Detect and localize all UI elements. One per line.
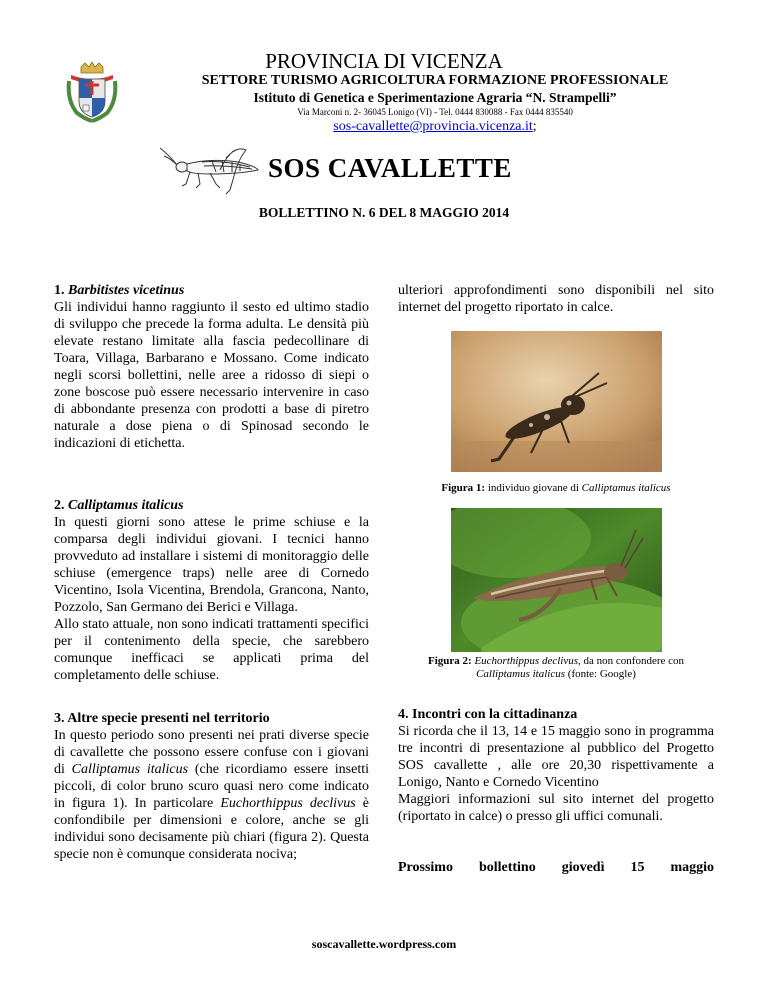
species-name: Euchorthippus declivus: [220, 796, 356, 811]
section-meetings: [398, 706, 714, 825]
section-heading: [54, 710, 369, 727]
section-title: Altre specie presenti nel territorio: [67, 711, 270, 726]
address-line: Via Marconi n. 2- 36045 Lonigo (VI) - Tel. 0444 830088 - Fax 0444 835540: [297, 107, 573, 117]
coat-of-arms-icon: [63, 61, 121, 125]
section-body: Maggiori informazioni sul sito internet del progetto (riportato in calce) o presso gli uffici comunali.: [398, 792, 714, 824]
footer-website[interactable]: soscavallette.wordpress.com: [311, 937, 457, 951]
section-body: In questi giorni sono attese le prime schiuse e la comparsa degli individui giovani. I tecnici hanno provveduto ad installare i sistemi di monitoraggio delle schiuse (emergence traps) nelle aree di Cornedo Vicentino, Isola Vicentina, Brendola, Grancona, Nanto, Pozzolo, San Germano dei Berici e Villaga.: [54, 515, 369, 615]
grasshopper-icon: [160, 140, 260, 202]
section-continuation: ulteriori approfondimenti sono disponibili nel sito internet del progetto riportato in calce.: [398, 283, 714, 315]
figure-2-photo: [451, 508, 662, 652]
section-heading: [398, 706, 714, 723]
section-barbitistes: [54, 282, 369, 452]
main-title: SOS CAVALLETTE: [268, 153, 512, 183]
province-title: PROVINCIA DI VICENZA: [265, 49, 503, 73]
email-suffix: ;: [532, 119, 537, 134]
email-link[interactable]: sos-cavallette@provincia.vicenza.it: [333, 119, 533, 134]
section-body: Si ricorda che il 13, 14 e 15 maggio sono in programma tre incontri di presentazione al pubblico del Progetto SOS cavallette , alle ore 20,30 rispettivamente a Lonigo, Nanto e Cornedo Vicentino: [398, 724, 714, 790]
caption-label: Figura 2:: [427, 655, 472, 667]
species-name: Calliptamus italicus: [71, 762, 189, 777]
caption-text: (fonte: Google): [565, 668, 636, 680]
section-number: 3.: [54, 711, 65, 726]
email-line: [155, 119, 715, 135]
section-title: Barbitistes vicetinus: [68, 283, 185, 298]
species-name: Calliptamus italicus: [581, 482, 671, 494]
section-calliptamus: [54, 497, 369, 684]
species-name: Calliptamus italicus: [476, 668, 566, 680]
section-body: Gli individui hanno raggiunto il sesto ed ultimo stadio di sviluppo che precede la forma adulta. Le densità più elevate restano limitate alla fascia pedecollinare di Toara, Villaga, Barbarano e Mossano. Come indicato negli scorsi bollettini, nelle aree a ridosso di siepi o zone boscose può essere necessario intervenire in caso di abbondante presenza con prodotti a base di piretro naturale a dose piena o di Spinosad secondo le indicazioni di etichetta.: [54, 300, 369, 451]
section-title: Incontri con la cittadinanza: [412, 707, 578, 722]
sector-line: SETTORE TURISMO AGRICOLTURA FORMAZIONE PROFESSIONALE: [201, 73, 669, 88]
institute-line: Istituto di Genetica e Sperimentazione Agraria “N. Strampelli”: [253, 90, 617, 105]
section-body: Allo stato attuale, non sono indicati trattamenti specifici per il contenimento della specie, che sarebbero comunque inefficaci se applicati prima del completamento delle schiuse.: [54, 617, 369, 683]
body-text: è confondibile per dimensioni e colore, anche se gli individui sono decisamente più chiari (figura 2). Questa specie non è comunque considerata nociva;: [54, 796, 369, 862]
species-name: Euchorthippus declivus: [474, 655, 579, 667]
caption-text: individuo giovane di: [485, 482, 582, 494]
bulletin-number: BOLLETTINO N. 6 DEL 8 MAGGIO 2014: [258, 205, 510, 220]
section-other-species: [54, 710, 369, 863]
section-body: [54, 727, 369, 863]
section-title: Calliptamus italicus: [68, 498, 184, 513]
caption-label: Figura 1:: [441, 482, 486, 494]
figure-2-caption: [398, 655, 714, 681]
figure-1-caption: [398, 482, 714, 495]
figure-1-photo: [451, 331, 662, 472]
section-number: 4.: [398, 707, 409, 722]
section-heading: [54, 282, 369, 299]
section-heading: [54, 497, 369, 514]
section-number: 1.: [54, 283, 65, 298]
body-text: In questo periodo sono presenti nei prati diverse specie di cavallette che possono essere confuse con i giovani di: [54, 728, 369, 777]
caption-text: , da non confondere con: [578, 655, 685, 667]
section-number: 2.: [54, 498, 65, 513]
next-bulletin-note: Prossimo bollettino giovedì 15 maggio: [398, 860, 714, 875]
body-text: (che ricordiamo essere insetti piccoli, di color bruno scuro quasi nero come indicato in figura 1). In particolare: [54, 762, 369, 811]
